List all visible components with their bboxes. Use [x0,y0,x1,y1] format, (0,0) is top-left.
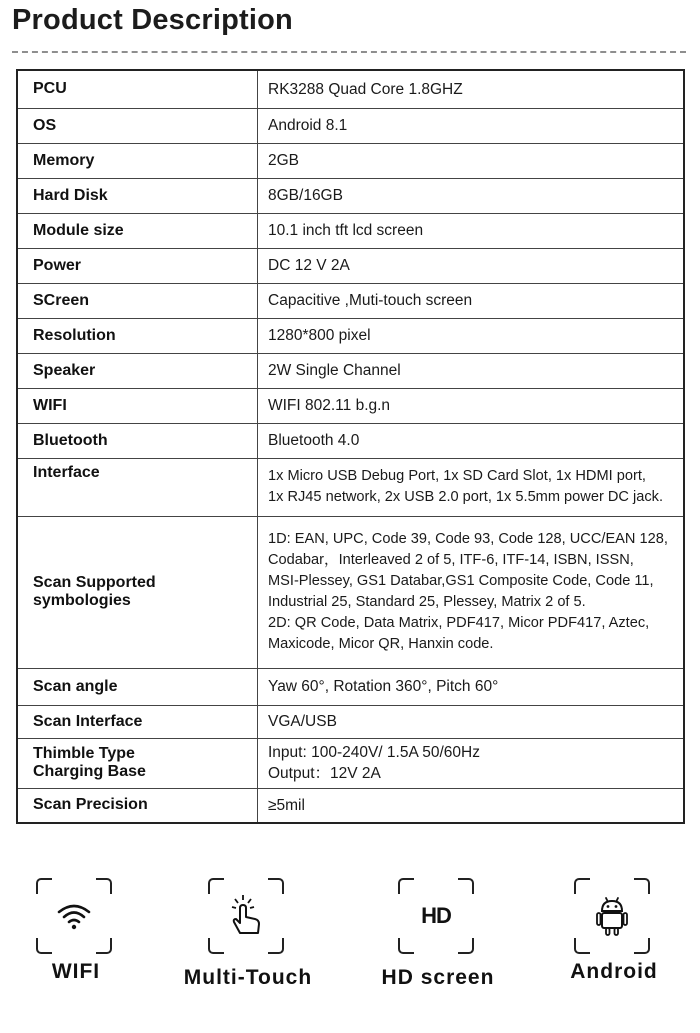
spec-value: VGA/USB [258,705,685,738]
hd-icon: HD [421,903,451,928]
feature-multi-touch [168,868,328,1008]
feature-hd-screen [358,868,518,1008]
spec-value-line: Industrial 25, Standard 25, Plessey, Matrix 2 of 5. [268,594,586,610]
table-row [17,70,684,108]
table-row [17,213,684,248]
spec-value-line: Codabar，Interleaved 2 of 5, ITF-6, ITF-14, ISBN, ISSN, [268,552,634,568]
spec-label-line: Thimble Type [33,745,135,762]
icon-frame [36,878,112,954]
spec-label: Scan Interface [17,705,258,738]
spec-value-line: MSI-Plessey, GS1 Databar,GS1 Composite Code, Code 11, [268,573,654,589]
spec-label: Power [17,248,258,283]
spec-value: 2GB [258,143,685,178]
wifi-icon [56,902,92,930]
spec-value: DC 12 V 2A [258,248,685,283]
table-row [17,178,684,213]
feature-label: Multi-Touch [183,966,313,989]
spec-value: 8GB/16GB [258,178,685,213]
feature-wifi [0,868,156,1008]
spec-value: ≥5mil [258,788,685,823]
spec-value-line: Output：12V 2A [268,765,381,782]
spec-value-line: 1x Micro USB Debug Port, 1x SD Card Slot, 1x HDMI port, [268,468,646,484]
spec-label [17,738,258,788]
table-row [17,318,684,353]
spec-value: Capacitive ,Muti-touch screen [258,283,685,318]
table-row [17,283,684,318]
table-row [17,108,684,143]
spec-label: Scan Precision [17,788,258,823]
table-row [17,458,684,516]
table-row [17,516,684,668]
spec-label: Scan angle [17,668,258,705]
spec-label: PCU [17,70,258,108]
spec-value: 1280*800 pixel [258,318,685,353]
spec-value-line: 2D: QR Code, Data Matrix, PDF417, Micor PDF417, Aztec, [268,615,650,631]
touch-icon [229,893,263,939]
feature-icons [0,868,700,1018]
page-title: Product Description [12,4,293,36]
table-row [17,788,684,823]
table-row [17,738,684,788]
spec-value: Yaw 60°, Rotation 360°, Pitch 60° [258,668,685,705]
spec-value: WIFI 802.11 b.g.n [258,388,685,423]
table-row [17,248,684,283]
spec-label: Resolution [17,318,258,353]
spec-label-line: symbologies [33,592,131,609]
spec-label: OS [17,108,258,143]
spec-label: Hard Disk [17,178,258,213]
icon-frame [574,878,650,954]
table-row [17,388,684,423]
spec-label: Memory [17,143,258,178]
spec-label: SCreen [17,283,258,318]
spec-label-line: Scan Supported [33,574,156,591]
spec-value [258,516,685,668]
spec-value: 10.1 inch tft lcd screen [258,213,685,248]
spec-value-line: Maxicode, Micor QR, Hanxin code. [268,636,494,652]
spec-value-line: 1x RJ45 network, 2x USB 2.0 port, 1x 5.5mm power DC jack. [268,489,663,505]
spec-value-line: 1D: EAN, UPC, Code 39, Code 93, Code 128, UCC/EAN 128, [268,531,668,547]
feature-label: HD screen [381,966,495,989]
spec-label: WIFI [17,388,258,423]
spec-label: Module size [17,213,258,248]
spec-label: Interface [17,458,258,516]
spec-value: Android 8.1 [258,108,685,143]
spec-value: RK3288 Quad Core 1.8GHZ [258,70,685,108]
feature-label: Android [570,960,658,983]
spec-label [17,516,258,668]
table-row [17,423,684,458]
spec-label: Speaker [17,353,258,388]
icon-frame [208,878,284,954]
spec-label: Bluetooth [17,423,258,458]
table-row [17,705,684,738]
spec-value [258,458,685,516]
feature-label: WIFI [51,960,101,983]
spec-label-line: Charging Base [33,763,146,780]
table-row [17,668,684,705]
title-divider [12,51,686,53]
spec-value: Bluetooth 4.0 [258,423,685,458]
table-row [17,143,684,178]
spec-value [258,738,685,788]
table-row [17,353,684,388]
spec-table [16,69,685,824]
spec-value-line: Input: 100-240V/ 1.5A 50/60Hz [268,744,480,761]
android-icon [596,896,628,936]
feature-android [534,868,694,1008]
icon-frame [398,878,474,954]
spec-value: 2W Single Channel [258,353,685,388]
